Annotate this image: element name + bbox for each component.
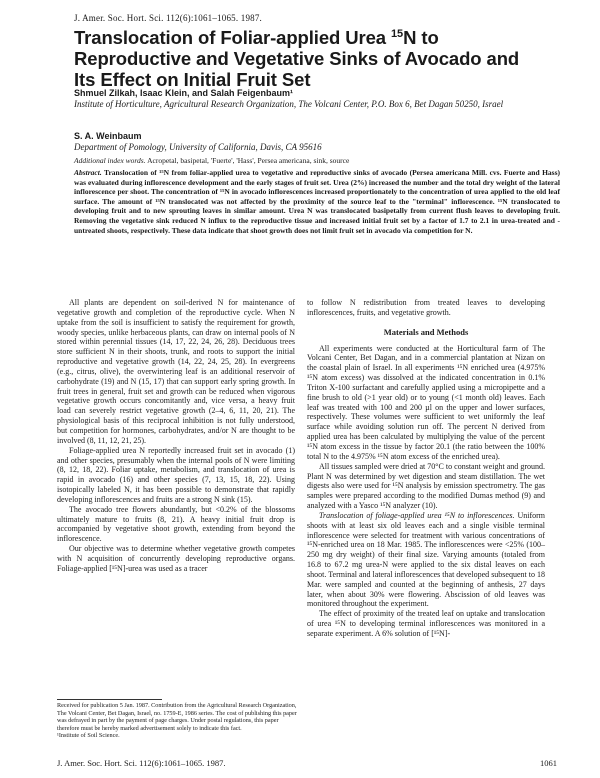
index-words <box>74 156 554 165</box>
methods-paragraph-4: The effect of proximity of the treated leaf on uptake and translocation of urea ¹⁵N to developing terminal inflorescences was monitored in a separate experiment. A 6% solution of [¹⁵N]- <box>307 609 545 638</box>
abstract-text: Translocation of ¹⁵N from foliar-applied urea to vegetative and reproductive sinks of avocado (Persea americana Mill. cvs. Fuerte and Hass) was evaluated during inflorescence development and the early stages of fruit set. Urea (2%) increased the number and the total dry weight of the lateral inflorescence per shoot. The concentration of ¹⁵N in avocado inflorescences increased proportionately to the concentration of urea applied to the old leaf surface. The amount of ¹⁵N translocated was not affected by the proximity of the source leaf to the "terminal" inflorescence. ¹⁵N translocated to developing fruit and to new sprouting leaves in similar amount. Urea N was translocated basipetally from current flush leaves to developing fruit. Removing the vegetative sink reduced N influx to the reproductive tissue and increased initial fruit set by a factor of 1.7 to 2.1 in urea-treated and -untreated shoots, respectively. These data indicate that shoot growth does not limit fruit set in avocado via competition for N. <box>74 168 560 235</box>
footnote-received: Received for publication 5 Jan. 1987. Contribution from the Agricultural Research Organization, The Volcani Center, Bet Dagan, Israel, no. 1759-E, 1986 series. The cost of publishing this paper was defrayed in part by the payment of page charges. Under postal regulations, this paper therefore must be hereby marked advertisement solely to indicate this fact. <box>57 702 297 732</box>
methods-paragraph-3-text: Uniform shoots with at least six old leaves each and a single visible terminal inflorescence were selected for treatment with various concentrations of ¹⁵N-enriched urea on 18 Mar. 1985. The inflorescences were <25% (100–250 mg dry weight) of their final size. Varying amounts (totaled from 16.8 to 67.2 mg urea-N were applied to the six distal leaves on each shoot. Terminal and lateral inflorescences that developed subsequent to 18 Mar. were sampled and counted at the beginning of anthesis, 27 days later, when about 30% were flowering. Abscission of old leaves was monitored throughout the experiment. <box>307 510 545 609</box>
section-heading-materials-methods: Materials and Methods <box>383 326 469 337</box>
footnotes <box>57 702 297 740</box>
intro-paragraph-2: Foliage-applied urea N reportedly increased fruit set in avocado (1) and other species, presumably when the internal pools of N were limiting (8, 12, 18, 22). Foliar uptake, metabolism, and translocation of urea is rapid in avocado (16) and other species (7, 13, 15, 18, 22). Using isotopically labeled N, it has been possible to demonstrate that rapidly developing inflorescences and fruits are a strong N sink (15). <box>57 445 295 504</box>
paper-title <box>74 24 534 90</box>
intro-paragraph-continued: to follow N redistribution from treated leaves to developing inflorescences, fruits, and vegetative growth. <box>307 298 545 317</box>
page-number: 1061 <box>540 758 557 768</box>
footnote-institute: ¹Institute of Soil Science. <box>57 732 120 740</box>
methods-paragraph-1: All experiments were conducted at the Horticultural farm of The Volcani Center, Bet Dagan, and in a commercial plantation at Nizan on the coastal plain of Israel. In all experiments ¹⁵N enriched urea (4.975% ¹⁵N atom excess) was dissolved at the indicated concentration in 0.1% Triton X-100 surfactant and carefully applied using a micropipette and a fine brush to old (>1 year old) or to young (<1 month old) leaves. Each leaf was treated with 100 and 200 µl on the upper and lower surfaces, respectively. These volumes were sufficient to wet uniformly the leaf surface while avoiding solution run off. The percent N derived from applied urea has been calculated by multiplying the value of the percent ¹⁵N atom excess in the tissue by factor 20.1 (the ratio between the 100% total N to the 4.975% ¹⁵N atom excess of the enriched urea). <box>307 343 545 461</box>
intro-paragraph-3: The avocado tree flowers abundantly, but <0.2% of the blossoms ultimately mature to fruits (8, 21). A heavy initial fruit drop is accompanied by vegetative shoot growth, extending from beyond the inflorescence. <box>57 504 295 544</box>
title-isotope-superscript: 15 <box>391 28 404 40</box>
footnote-divider <box>57 699 162 700</box>
author-list-secondary: S. A. Weinbaum <box>74 131 142 141</box>
intro-paragraph-1: All plants are dependent on soil-derived N for maintenance of vegetative growth and completion of the reproductive cycle. When N uptake from the soil is insufficient to satisfy the requirement for growth, woody species, unlike herbaceous plants, can draw on internal pools of N stored within perennial tissues (14, 17, 22, 24, 26, 28). Deciduous trees store sufficient N in their shoots, trunk, and roots to support the initial reproductive and vegetative growth (14, 22, 24, 25, 28). In evergreens (e.g., citrus, olive), the overwintering leaf is an additional reservoir of carbohydrate (19) and N (15, 17) that can support early spring growth. In fruit trees in general, fruit set and growth can be reduced when vigorous vegetative growth occurs concomitantly and, vice versa, a heavy fruit load can severely restrict vegetative growth (2–4, 6, 11, 20, 21). The physiological basis of this reciprocal inhibition is not fully understood, but competition for hormones, carbohydrates, and/or N are thought to be involved (8, 11, 12, 21, 25). <box>57 298 295 445</box>
title-part-1: Translocation of Foliar-applied Urea <box>74 27 392 49</box>
body-column-right <box>307 298 545 639</box>
body-column-left <box>57 298 295 574</box>
abstract-label: Abstract. <box>74 168 102 177</box>
intro-paragraph-4: Our objective was to determine whether vegetative growth competes with N acquisition of concurrently developing reproductive organs. Foliage-applied [¹⁵N]-urea was used as a tracer <box>57 544 295 573</box>
methods-paragraph-3 <box>307 511 545 609</box>
index-words-label: Additional index words. <box>74 156 146 165</box>
index-words-text: Acropetal, basipetal, 'Fuerte', 'Hass', Persea americana, sink, source <box>145 156 350 165</box>
methods-paragraph-2: All tissues sampled were dried at 70°C to constant weight and ground. Plant N was determined by wet digestion and steam distillation. The wet digests also were used for ¹⁵N analysis by emission spectrometry. The gas samples were prepared according to the modified Dumas method (9) and analyzed with a Yasco ¹⁵N analyzer (10). <box>307 461 545 511</box>
footer-citation: J. Amer. Soc. Hort. Sci. 112(6):1061–1065. 1987. <box>57 758 226 768</box>
methods-subheading: Translocation of foliage-applied urea ¹⁵N to inflorescences. <box>319 510 515 520</box>
title-part-2: N to Reproductive and Vegetative Sinks of Avocado and Its Effect on Initial Fruit Set <box>74 27 520 91</box>
abstract <box>74 168 560 235</box>
journal-header-citation: J. Amer. Soc. Hort. Sci. 112(6):1061–1065. 1987. <box>74 13 263 23</box>
affiliation-secondary: Department of Pomology, University of California, Davis, CA 95616 <box>74 142 322 152</box>
affiliation-primary: Institute of Horticulture, Agricultural Research Organization, The Volcani Center, P.O. Box 6, Bet Dagan 50250, Israel <box>74 99 504 109</box>
author-list-primary: Shmuel Zilkah, Isaac Klein, and Salah Feigenbaum¹ <box>74 88 294 98</box>
